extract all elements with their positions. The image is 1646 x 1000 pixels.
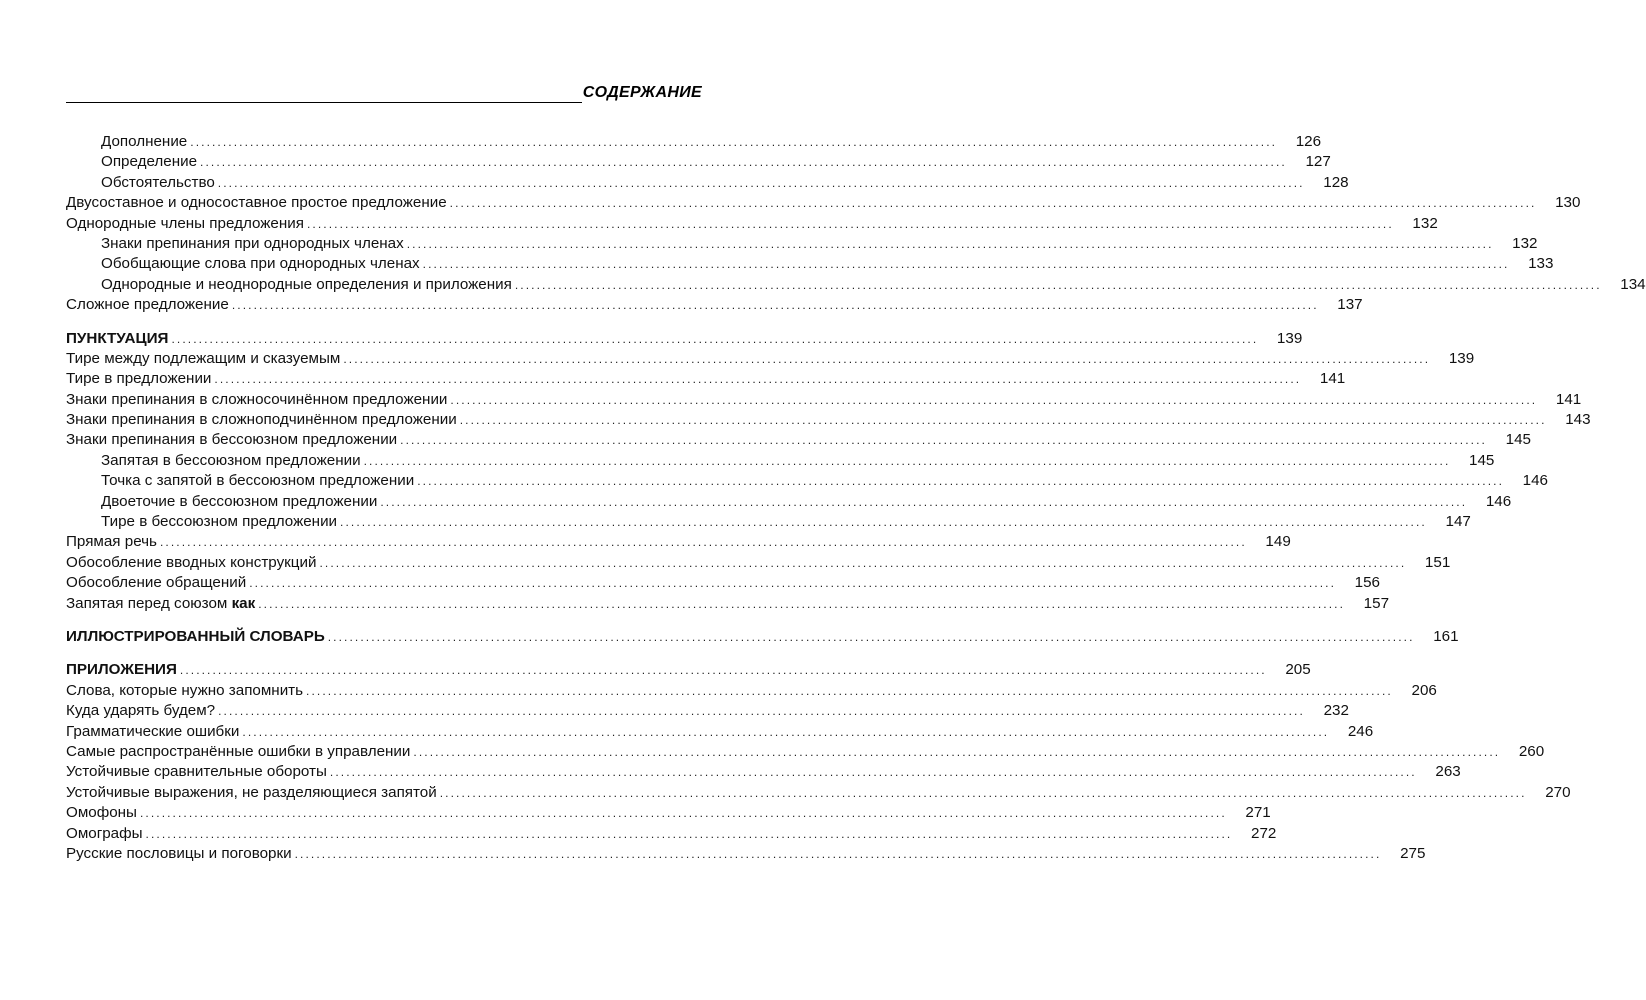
toc-entry-page-number: 126 xyxy=(1295,133,1322,150)
toc-entry-title xyxy=(101,275,512,295)
toc-entry-page-number: 137 xyxy=(1337,296,1363,314)
dot-leader: ........................................................................................................................................................................................................ xyxy=(214,372,1302,387)
toc-entry-page-number: 127 xyxy=(1305,153,1331,171)
dot-leader: ........................................................................................................................................................................................................ xyxy=(340,515,1427,530)
toc-entry-page-number: 205 xyxy=(1285,661,1311,679)
dot-leader: ........................................................................................................................................................................................................ xyxy=(363,453,1451,468)
toc-entry-page-number: 133 xyxy=(1528,255,1554,273)
toc-entry-row xyxy=(66,681,1437,701)
dot-leader: ........................................................................................................................................................................................................ xyxy=(231,298,1319,313)
toc-entry-title xyxy=(66,627,325,647)
toc-entry-title-text: Тире между подлежащим и сказуемым xyxy=(66,349,341,367)
toc-entry-title xyxy=(66,410,457,430)
toc-entry-page-number: 145 xyxy=(1505,431,1531,449)
toc-entry-row xyxy=(66,532,1291,552)
toc-entry-title-text: Однородные члены предложения xyxy=(66,214,304,232)
toc-entry-title xyxy=(66,214,304,234)
toc-entry-title-text: Устойчивые сравнительные обороты xyxy=(66,763,327,781)
toc-entry-row xyxy=(66,254,1554,274)
toc-entry-title-text: Знаки препинания в сложноподчинённом предложении xyxy=(66,411,457,429)
toc-entry-row xyxy=(66,553,1451,573)
toc-entry-row xyxy=(66,451,1495,471)
toc-entry-row xyxy=(66,783,1571,803)
dot-leader: ........................................................................................................................................................................................................ xyxy=(145,826,1233,841)
toc-entry-page-number: 271 xyxy=(1245,804,1271,822)
toc-entry-page-number: 141 xyxy=(1555,390,1582,408)
toc-entry-page-number: 161 xyxy=(1433,627,1459,645)
toc-entry-page-number: 263 xyxy=(1435,763,1461,781)
toc-entry-title xyxy=(66,594,255,614)
toc-entry-title-text: Обстоятельство xyxy=(101,173,215,191)
toc-entry-title xyxy=(66,329,168,349)
toc-entry-title-text: Русские пословицы и поговорки xyxy=(66,844,292,862)
dot-leader: ........................................................................................................................................................................................................ xyxy=(413,744,1501,759)
toc-entry-title xyxy=(66,762,327,782)
toc-entry-title-text: Омографы xyxy=(66,824,143,842)
toc-entry-title xyxy=(66,660,177,680)
dot-leader: ........................................................................................................................................................................................................ xyxy=(218,704,1305,719)
toc-entry-title-text: Куда ударять будем? xyxy=(66,702,216,720)
toc-entry-title-text: Слова, которые нужно запомнить xyxy=(66,681,304,699)
toc-entry-page-number: 146 xyxy=(1522,472,1548,490)
toc-entry-title xyxy=(66,742,410,762)
toc-entry-page-number: 132 xyxy=(1512,234,1538,252)
dot-leader: ........................................................................................................................................................................................................ xyxy=(190,135,1278,149)
toc-entry-title xyxy=(66,844,292,864)
toc-entry-title xyxy=(101,254,420,274)
toc-entry-row xyxy=(66,173,1349,193)
toc-entry-title-text: ИЛЛЮСТРИРОВАННЫЙ СЛОВАРЬ xyxy=(66,627,325,645)
dot-leader: ........................................................................................................................................................................................................ xyxy=(514,277,1602,292)
toc-section-row xyxy=(66,660,1311,680)
toc-entry-page-number: 206 xyxy=(1411,681,1437,699)
dot-leader: ........................................................................................................................................................................................................ xyxy=(459,413,1547,428)
toc-entry-page-number: 232 xyxy=(1323,702,1349,720)
toc-entry-page-number: 246 xyxy=(1347,722,1374,740)
toc-entry-title xyxy=(66,553,316,573)
header-title: СОДЕРЖАНИЕ xyxy=(582,84,702,101)
dot-leader: ........................................................................................................................................................................................................ xyxy=(329,765,1417,780)
toc-entry-row xyxy=(66,803,1271,823)
toc-entry-page-number: 146 xyxy=(1485,492,1512,510)
toc-entry-title-text: Самые распространённые ошибки в управлении xyxy=(66,742,411,760)
toc-entry-title-emphasis: как xyxy=(231,594,256,612)
toc-entry-page-number: 143 xyxy=(1565,411,1591,429)
toc-entry-title xyxy=(66,193,447,213)
toc-entry-page-number: 139 xyxy=(1448,349,1475,367)
toc-entry-title xyxy=(101,471,414,491)
toc-entry-title xyxy=(101,152,197,172)
toc-entry-title-text: Определение xyxy=(101,153,198,171)
dot-leader: ........................................................................................................................................................................................................ xyxy=(249,576,1336,591)
toc-entry-row xyxy=(66,349,1475,369)
toc-entry-title xyxy=(66,701,215,721)
toc-entry-row xyxy=(66,471,1548,491)
toc-section-row xyxy=(66,627,1459,647)
toc-entry-title-text: Знаки препинания в сложносочинённом предложении xyxy=(66,390,448,408)
toc-entry-page-number: 157 xyxy=(1363,594,1390,612)
toc-entry-title-text: ПУНКТУАЦИЯ xyxy=(66,329,169,347)
toc-entry-page-number: 149 xyxy=(1265,533,1291,551)
toc-entry-page-number: 145 xyxy=(1469,451,1495,469)
toc-entry-page-number: 272 xyxy=(1251,824,1277,842)
toc-entry-row xyxy=(66,214,1438,234)
dot-leader: ........................................................................................................................................................................................................ xyxy=(327,629,1415,644)
toc-entry-row xyxy=(66,152,1331,172)
toc-entry-title xyxy=(66,430,397,450)
toc-entry-title-text: Обобщающие слова при однородных членах xyxy=(101,255,420,273)
toc-entry-row xyxy=(66,824,1277,844)
dot-leader: ........................................................................................................................................................................................................ xyxy=(343,351,1431,366)
toc-entry-title-text: Сложное предложение xyxy=(66,296,229,314)
toc-entry-title xyxy=(66,824,143,844)
toc-entry-page-number: 132 xyxy=(1412,214,1438,232)
toc-entry-title xyxy=(101,234,404,254)
toc-entry-title-text: Знаки препинания при однородных членах xyxy=(101,234,404,252)
dot-leader: ........................................................................................................................................................................................................ xyxy=(422,257,1510,272)
toc-entry-title xyxy=(66,722,239,742)
toc-entry-title-text: Однородные и неоднородные определения и приложения xyxy=(101,275,512,293)
dot-leader: ........................................................................................................................................................................................................ xyxy=(449,196,1537,211)
toc-entry-page-number: 147 xyxy=(1445,513,1471,531)
toc-entry-title xyxy=(66,369,211,389)
dot-leader: ........................................................................................................................................................................................................ xyxy=(139,806,1227,821)
toc-section-row xyxy=(66,329,1303,349)
dot-leader: ........................................................................................................................................................................................................ xyxy=(319,555,1407,570)
toc-entry-row xyxy=(66,369,1346,389)
toc-entry-title-text: Знаки препинания в бессоюзном предложении xyxy=(66,431,398,449)
toc-entry-title xyxy=(66,573,246,593)
toc-entry-page-number: 275 xyxy=(1400,844,1426,862)
dot-leader: ........................................................................................................................................................................................................ xyxy=(171,331,1259,346)
dot-leader: ........................................................................................................................................................................................................ xyxy=(400,433,1487,448)
dot-leader: ........................................................................................................................................................................................................ xyxy=(258,596,1346,611)
table-of-contents xyxy=(66,132,1646,864)
dot-leader: ........................................................................................................................................................................................................ xyxy=(406,236,1494,251)
toc-entry-row xyxy=(66,844,1426,864)
toc-entry-row xyxy=(66,410,1591,430)
dot-leader: ........................................................................................................................................................................................................ xyxy=(306,216,1394,231)
running-header xyxy=(66,84,702,106)
header-rule xyxy=(66,102,582,103)
toc-entry-title-text: Тире в предложении xyxy=(66,370,212,388)
dot-leader: ........................................................................................................................................................................................................ xyxy=(294,846,1382,861)
toc-entry-title-text: Дополнение xyxy=(101,133,188,150)
dot-leader: ........................................................................................................................................................................................................ xyxy=(417,474,1504,489)
toc-entry-title-text: Двусоставное и односоставное простое предложение xyxy=(66,194,447,212)
toc-entry-title-text: Обособление вводных конструкций xyxy=(66,553,317,571)
toc-entry-title xyxy=(66,803,137,823)
toc-entry-title-text: Запятая в бессоюзном предложении xyxy=(101,451,361,469)
toc-entry-row xyxy=(66,132,1322,152)
toc-entry-row xyxy=(66,701,1349,721)
toc-entry-title-text: Точка с запятой в бессоюзном предложении xyxy=(101,472,415,490)
toc-entry-title xyxy=(101,512,337,532)
toc-entry-title xyxy=(66,390,447,410)
dot-leader: ........................................................................................................................................................................................................ xyxy=(242,724,1330,739)
toc-entry-title xyxy=(66,783,437,803)
toc-entry-row xyxy=(66,193,1581,213)
toc-entry-row xyxy=(66,295,1363,315)
toc-entry-title-text: Устойчивые выражения, не разделяющиеся запятой xyxy=(66,783,437,801)
toc-entry-title xyxy=(101,132,187,152)
toc-entry-row xyxy=(66,492,1512,512)
dot-leader: ........................................................................................................................................................................................................ xyxy=(179,663,1267,678)
toc-entry-row xyxy=(66,512,1471,532)
toc-entry-page-number: 128 xyxy=(1323,173,1349,191)
toc-entry-row xyxy=(66,234,1538,254)
toc-entry-page-number: 130 xyxy=(1555,194,1581,212)
toc-entry-page-number: 139 xyxy=(1276,329,1303,347)
dot-leader: ........................................................................................................................................................................................................ xyxy=(159,535,1247,550)
toc-entry-page-number: 156 xyxy=(1354,574,1380,592)
toc-entry-page-number: 260 xyxy=(1518,742,1545,760)
toc-entry-title xyxy=(66,681,303,701)
toc-entry-row xyxy=(66,573,1380,593)
toc-entry-row xyxy=(66,275,1646,295)
toc-entry-row xyxy=(66,390,1582,410)
toc-entry-title-text: Обособление обращений xyxy=(66,574,247,592)
toc-entry-title xyxy=(66,295,229,315)
toc-entry-title xyxy=(101,492,377,512)
toc-entry-page-number: 270 xyxy=(1545,783,1571,801)
toc-entry-title xyxy=(101,451,361,471)
toc-entry-page-number: 151 xyxy=(1424,553,1451,571)
dot-leader: ........................................................................................................................................................................................................ xyxy=(306,683,1393,698)
toc-entry-row xyxy=(66,430,1531,450)
dot-leader: ........................................................................................................................................................................................................ xyxy=(380,494,1468,509)
toc-entry-title-text: Прямая речь xyxy=(66,533,157,551)
toc-entry-title-text: Тире в бессоюзном предложении xyxy=(101,513,338,531)
dot-leader: ........................................................................................................................................................................................................ xyxy=(439,785,1527,800)
toc-entry-title-text: Грамматические ошибки xyxy=(66,722,240,740)
toc-entry-title-text: Двоеточие в бессоюзном предложении xyxy=(101,492,378,510)
toc-entry-title xyxy=(101,173,215,193)
toc-entry-row xyxy=(66,594,1390,614)
toc-entry-title xyxy=(66,532,157,552)
toc-entry-row xyxy=(66,742,1545,762)
toc-entry-title-text: Омофоны xyxy=(66,804,137,822)
toc-entry-page-number: 134 xyxy=(1620,275,1646,293)
toc-entry-title-text: ПРИЛОЖЕНИЯ xyxy=(66,661,177,679)
toc-entry-title xyxy=(66,349,340,369)
toc-entry-title-text: Запятая перед союзом xyxy=(66,594,232,612)
dot-leader: ........................................................................................................................................................................................................ xyxy=(217,175,1305,190)
toc-entry-row xyxy=(66,722,1374,742)
dot-leader: ........................................................................................................................................................................................................ xyxy=(450,392,1538,407)
toc-entry-row xyxy=(66,762,1461,782)
dot-leader: ........................................................................................................................................................................................................ xyxy=(200,155,1287,170)
toc-entry-page-number: 141 xyxy=(1319,370,1346,388)
